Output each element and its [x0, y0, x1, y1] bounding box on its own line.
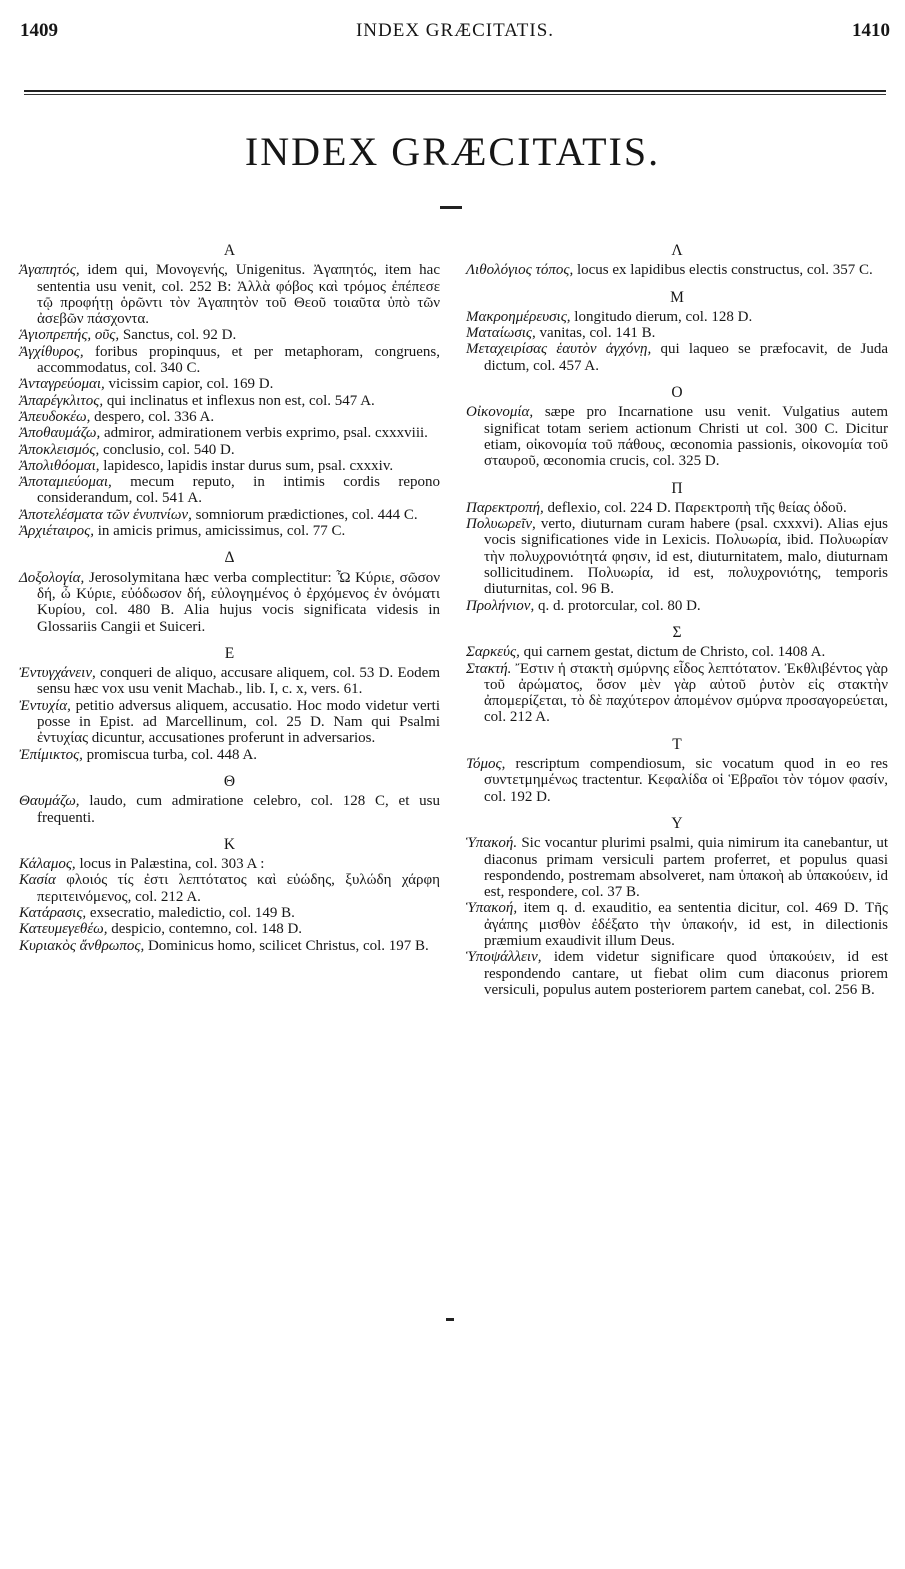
entry-definition: exsecratio, maledictio, col. 149 B. — [86, 904, 295, 921]
entry-headword: Ἀρχιέταιρος, — [19, 523, 94, 540]
entry-definition: Sanctus, col. 92 D. — [119, 327, 237, 344]
index-entry — [466, 598, 888, 614]
entry-headword: Ἀνταγρεύομαι, — [19, 376, 105, 393]
index-entry — [466, 949, 888, 998]
entry-headword: Ὑποψάλλειν, — [466, 949, 542, 966]
entry-headword: Ἀπολιθόομαι, — [19, 457, 100, 474]
index-entry — [466, 404, 888, 469]
index-entry — [466, 325, 888, 341]
section-gap — [19, 826, 440, 834]
entry-headword: Μεταχειρίσας ἑαυτὸν ἀγχόνῃ, — [466, 341, 652, 358]
entry-headword: Ἐπίμικτος, — [19, 746, 83, 763]
entry-headword: Δοξολογία, — [19, 569, 85, 586]
entry-definition: despero, col. 336 A. — [90, 408, 215, 425]
index-entry — [19, 507, 440, 523]
index-entry — [19, 376, 440, 392]
entry-definition: mecum reputo, in intimis cordis repono considerandum, col. 541 A. — [37, 474, 440, 507]
entry-definition: item q. d. exauditio, ea sententia dicitur, col. 469 D. Τῆς ἀγάπης μισθὸν ἐδέξατο τὴν ὑπακοήν, id est, in dilectionis præmium exaudivit illum Deus. — [484, 900, 888, 949]
index-entry — [19, 747, 440, 763]
entry-headword: Ἐντυχία, — [19, 697, 71, 714]
entry-definition: conclusio, col. 540 D. — [99, 441, 235, 458]
index-entry — [466, 341, 888, 374]
section-letter: O — [671, 384, 683, 402]
page-title: INDEX GRÆCITATIS. — [244, 129, 661, 174]
entry-definition: admiror, admirationem verbis exprimo, psal. cxxxviii. — [100, 425, 428, 442]
index-entry — [19, 938, 440, 954]
entry-headword: Ἁγιοπρεπής, οῦς, — [19, 327, 120, 344]
entry-definition: rescriptum compendiosum, sic vocatum quod in eo res συντετμημένως tractentur. Κεφαλίδα οἱ Ἑβραῖοι τὸν τόμον φασίν, col. 192 D. — [484, 756, 888, 805]
entry-headword: Προλήνιον, — [466, 597, 535, 614]
entry-headword: Κατάρασις, — [19, 904, 87, 921]
right-column — [466, 240, 888, 998]
entry-headword: Στακτή. — [466, 660, 512, 677]
entry-definition: Ἔστιν ἡ στακτὴ σμύρνης εἶδος λεπτότατον. Ἐκθλιβέντος γὰρ τοῦ ἀρώματος, ὅσον μὲν γὰρ αὐτοῦ ῥυτὸν εἰς στακτὴν ἀπομερίζεται, τὸ δὲ παχύτερον ἀπομένον σμύρνα προσαγορεύεται, col. 212 A. — [484, 660, 888, 726]
index-entry — [19, 856, 440, 872]
index-entry — [19, 474, 440, 507]
section-letter: Θ — [223, 772, 236, 790]
running-title: INDEX GRÆCITATIS. — [355, 20, 555, 41]
entry-definition: despicio, contemno, col. 148 D. — [107, 921, 303, 938]
entry-definition: laudo, cum admiratione celebro, col. 128 C, et usu frequenti. — [37, 793, 440, 826]
index-entry — [19, 458, 440, 474]
entry-headword: Ἀπευδοκέω, — [19, 408, 91, 425]
entry-definition: somniorum prædictiones, col. 444 C. — [191, 506, 418, 523]
page-number-left: 1409 — [20, 20, 58, 41]
entry-definition: Dominicus homo, scilicet Christus, col. 197 B. — [144, 937, 429, 954]
entry-definition: conqueri de aliquo, accusare aliquem, col. 53 D. Eodem sensu hæc vox usu venit Machab., lib. I, c. x, vers. 61. — [37, 665, 440, 698]
left-column — [19, 240, 440, 954]
entry-headword: Κατευμεγεθέω, — [19, 921, 108, 938]
index-entry — [19, 425, 440, 441]
index-entry — [466, 644, 888, 660]
entry-headword: Ἀπαρέγκλιτος, — [19, 392, 104, 409]
entry-definition: lapidesco, lapidis instar durus sum, psal. cxxxiv. — [99, 457, 394, 474]
entry-definition: locus ex lapidibus electis constructus, col. 357 C. — [573, 262, 873, 279]
index-entry — [466, 262, 888, 278]
entry-definition: idem videtur significare quod ὑπακούειν, id est respondendo cantare, ut fiebat olim cum diaconus priorem versiculi, populus autem posteriorem partem canebat, col. 256 B. — [484, 949, 888, 998]
index-entry — [19, 327, 440, 343]
section-gap — [466, 374, 888, 382]
section-letter: A — [223, 242, 236, 259]
index-entry — [466, 900, 888, 949]
index-entry — [19, 921, 440, 937]
section-letter: M — [670, 288, 684, 306]
index-entry — [466, 661, 888, 726]
index-entry — [19, 442, 440, 458]
index-entry — [466, 756, 888, 805]
entry-headword: Ματαίωσις, — [466, 325, 536, 342]
entry-definition: φλοιός τίς ἐστι λεπτότατος καὶ εὐώδης, ξυλώδη χάρφη περιτεινόμενος, col. 212 A. — [37, 872, 440, 905]
index-entry — [466, 516, 888, 597]
section-letter: Π — [671, 479, 683, 497]
section-letter: K — [223, 835, 236, 853]
running-header — [20, 20, 890, 46]
entry-definition: locus in Palæstina, col. 303 A : — [75, 856, 265, 873]
entry-definition: idem qui, Μονογενής, Unigenitus. Ἀγαπητός, item hac sententia usu venit, col. 252 B: Ἀλλὰ φόβος καὶ τρόμος ἐπέπεσε τῷ προφήτῃ ὁρῶντι τὸν Ἀγαπητὸν τοῦ Θεοῦ τοιαῦτα ὑπὸ τῶν ἀσεβῶν πάσχοντα. — [37, 262, 440, 328]
entry-definition: longitudo dierum, col. 128 D. — [570, 308, 753, 325]
entry-definition: Jerosolymitana hæc verba complectitur: Ὦ Κύριε, σῶσον δή, ὦ Κύριε, εὐόδωσον δή, εὐλογημένος ὁ ἐρχόμενος ἐν ὀνόματι Κυρίου, col. 480 B. Alia hujus vocis significata videsis in Glossariis Cangii et Suiceri. — [37, 569, 440, 635]
index-entry — [466, 309, 888, 325]
section-gap — [19, 763, 440, 771]
section-letter: T — [672, 735, 682, 753]
end-dash — [446, 1318, 454, 1321]
section-gap — [466, 614, 888, 622]
index-entry — [19, 905, 440, 921]
entry-headword: Ἀποταμιεύομαι, — [19, 474, 112, 491]
entry-headword: Ὑπακοή, — [466, 900, 518, 917]
index-entry — [19, 872, 440, 905]
entry-definition: sæpe pro Incarnatione usu venit. Vulgatius autem significat totam seriem actionum Christi ut col. 300 C. Dicitur etiam, οἰκονομία τοῦ πάθους, œconomia passionis, οἰκονομία τοῦ σταυροῦ, œconomia crucis, col. 325 D. — [484, 404, 888, 470]
index-entry — [19, 344, 440, 377]
section-letter: Υ — [671, 814, 683, 832]
section-letter: Λ — [671, 242, 683, 259]
entry-definition: vanitas, col. 141 B. — [535, 325, 656, 342]
header-rule — [24, 90, 886, 92]
entry-headword: Παρεκτροπή, — [466, 499, 544, 516]
header-rule-thin — [24, 94, 886, 95]
entry-headword: Ἀγαπητός, — [19, 262, 80, 279]
section-gap — [466, 726, 888, 734]
index-entry — [19, 698, 440, 747]
section-letter: Δ — [224, 549, 235, 567]
entry-headword: Ὑπακοή. — [466, 835, 518, 852]
entry-headword: Κασία — [19, 872, 56, 889]
section-gap — [19, 539, 440, 547]
entry-headword: Σαρκεύς, — [466, 644, 520, 661]
entry-definition: vicissim capior, col. 169 D. — [104, 376, 274, 393]
title-dash — [440, 206, 462, 209]
entry-headword: Θαυμάζω, — [19, 793, 80, 810]
index-entry — [19, 570, 440, 635]
entry-definition: q. d. protorcular, col. 80 D. — [534, 597, 701, 614]
entry-definition: deflexio, col. 224 D. Παρεκτροπὴ τῆς θείας ὁδοῦ. — [543, 499, 847, 516]
section-letter: Σ — [672, 623, 682, 641]
section-letter: E — [224, 644, 235, 662]
entry-definition: promiscua turba, col. 448 A. — [82, 746, 258, 763]
index-entry — [19, 393, 440, 409]
entry-definition: verto, diuturnam curam habere (psal. cxxxvi). Alias ejus vocis significationes vide in Lexicis. Πολυωρία, ibid. Πολυωρίαν τὴν πολυχρονιότητά φησιν, id est, diuturnitatem, malo, diuturnam sollicitudinem. Πολυωρία, id est, πολυχρονιότης, temporis diuturnitas, col. 96 B. — [484, 516, 888, 598]
section-gap — [466, 805, 888, 813]
entry-definition: qui carnem gestat, dictum de Christo, col. 1408 A. — [519, 644, 826, 661]
entry-definition: qui inclinatus et inflexus non est, col. 547 A. — [103, 392, 375, 409]
entry-definition: petitio adversus aliquem, accusatio. Hoc modo videtur verti posse in Epist. ad Marcellinum, col. 25 D. Nam qui Psalmi ἐντυχίας dicuntur, accusationes proferunt in adversarios. — [37, 697, 440, 747]
index-entry — [19, 262, 440, 327]
entry-definition: in amicis primus, amicissimus, col. 77 C. — [94, 523, 346, 540]
entry-definition: Sic vocantur plurimi psalmi, quia nimirum ita canebantur, ut diaconus primam versiculi partem proferret, et populus quasi respondendo, postremam absolveret, nam ὑπακοὴ ab ὑπακούειν, id est, respondere, col. 37 B. — [484, 835, 888, 901]
section-gap — [466, 279, 888, 287]
index-entry — [466, 500, 888, 516]
entry-headword: Λιθολόγιος τόπος, — [466, 262, 574, 279]
entry-headword: Μακροημέρευσις, — [466, 308, 571, 325]
index-entry — [19, 665, 440, 698]
section-gap — [466, 470, 888, 478]
entry-headword: Οἰκονομία, — [466, 404, 534, 421]
section-gap — [19, 635, 440, 643]
entry-headword: Ἐντυγχάνειν, — [19, 665, 96, 682]
index-entry — [19, 793, 440, 826]
entry-headword: Ἀποθαυμάζω, — [19, 425, 101, 442]
index-entry — [466, 835, 888, 900]
entry-headword: Ἀποτελέσματα τῶν ἐνυπνίων, — [19, 506, 192, 523]
entry-definition: foribus propinquus, et per metaphoram, congruens, accommodatus, col. 340 C. — [37, 343, 440, 377]
index-entry — [19, 523, 440, 539]
entry-headword: Κυριακὸς ἄνθρωπος, — [19, 937, 145, 954]
entry-definition: qui laqueo se præfocavit, de Juda dictum, col. 457 A. — [484, 341, 888, 374]
page-number-right: 1410 — [852, 20, 890, 41]
index-entry — [19, 409, 440, 425]
entry-headword: Ἀγχίθυρος, — [19, 343, 84, 360]
entry-headword: Τόμος, — [466, 756, 506, 773]
entry-headword: Πολυωρεῖν, — [466, 516, 536, 533]
entry-headword: Κάλαμος, — [19, 856, 76, 873]
entry-headword: Ἀποκλεισμός, — [19, 441, 100, 458]
